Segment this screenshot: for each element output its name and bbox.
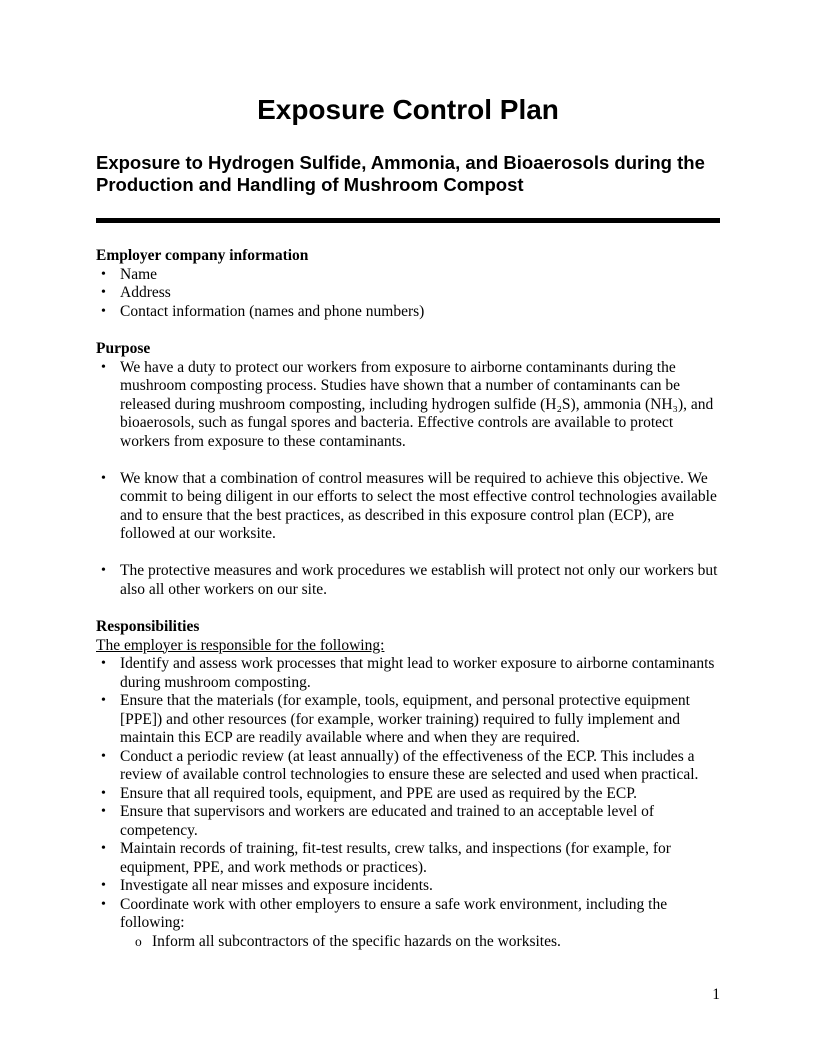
- disc-bullet-icon: •: [101, 359, 106, 375]
- disc-bullet-icon: •: [101, 896, 106, 912]
- bullet-item: [96, 470, 720, 544]
- underlined-intro: The employer is responsible for the following:: [96, 636, 385, 654]
- bullet-item: [96, 877, 720, 896]
- bullet-text: Ensure that the materials (for example, tools, equipment, and personal protective equipment [PPE]) and other resources (for example, worker training) required to fully implement and maintain this ECP are readily available where and when they are required.: [120, 692, 690, 746]
- disc-bullet-icon: •: [101, 841, 106, 856]
- bullet-text: Ensure that all required tools, equipment, and PPE are used as required by the ECP.: [120, 784, 637, 802]
- section-responsibilities: [96, 618, 720, 951]
- bullet-text: Contact information (names and phone numbers): [120, 302, 425, 320]
- disc-bullet-icon: •: [101, 878, 106, 893]
- bullet-text: Identify and assess work processes that might lead to worker exposure to airborne contaminants during mushroom composting.: [120, 655, 715, 691]
- disc-bullet-icon: •: [101, 266, 106, 282]
- bullet-item: [96, 303, 720, 322]
- section-heading-employer-company-information: Employer company information: [96, 247, 309, 264]
- disc-bullet-icon: •: [101, 563, 106, 578]
- bullet-item: [96, 266, 720, 285]
- bullet-text: Investigate all near misses and exposure incidents.: [120, 877, 433, 894]
- bullet-text: The protective measures and work procedures we establish will protect not only our workers but also all other workers on our site.: [120, 562, 718, 598]
- bullet-text: Ensure that supervisors and workers are educated and trained to an acceptable level of competency.: [120, 803, 655, 839]
- bullet-item: [96, 840, 720, 877]
- disc-bullet-icon: •: [101, 285, 106, 300]
- bullet-text: Maintain records of training, fit-test results, crew talks, and inspections (for example, for equipment, PPE, and work methods or practices).: [120, 840, 671, 876]
- bullet-item: [96, 803, 720, 840]
- bullet-item: [96, 655, 720, 692]
- section-heading-responsibilities: Responsibilities: [96, 618, 200, 635]
- document-subtitle: Exposure to Hydrogen Sulfide, Ammonia, and Bioaerosols during the Production and Handling of Mushroom Compost: [96, 152, 705, 195]
- disc-bullet-icon: •: [101, 693, 106, 708]
- page-number: 1: [712, 985, 720, 1003]
- section-employer-company-information: [96, 247, 720, 321]
- bullet-text: Coordinate work with other employers to ensure a safe work environment, including the following:: [120, 895, 668, 931]
- disc-bullet-icon: •: [101, 470, 106, 486]
- disc-bullet-icon: •: [101, 656, 106, 671]
- sub-bullet-item: [129, 933, 720, 952]
- bullet-item: [96, 359, 720, 452]
- bullet-item: [96, 692, 720, 748]
- document-sections: [96, 247, 720, 951]
- bullet-text: We have a duty to protect our workers from exposure to airborne contaminants during the mushroom composting process. Studies have shown that a number of contaminants can be released during mushroom composting, including hydrogen sulfide (H₂S), ammonia (NH₃), and bioaerosols, such as fungal spores and bacteria. Effective controls are available to protect workers from exposure to these contaminants.: [120, 358, 714, 450]
- bullet-text: Inform all subcontractors of the specific hazards on the worksites.: [152, 932, 561, 950]
- bullet-text: Conduct a periodic review (at least annually) of the effectiveness of the ECP. This includes a review of available control technologies to ensure these are selected and used when practical.: [120, 747, 699, 783]
- bullet-text: Name: [120, 265, 158, 283]
- divider-rule: [96, 218, 720, 223]
- bullet-item: [96, 896, 720, 933]
- section-purpose: [96, 340, 720, 599]
- bullet-text: Address: [120, 284, 171, 301]
- bullet-item: [96, 785, 720, 804]
- bullet-item: [96, 748, 720, 785]
- disc-bullet-icon: •: [101, 804, 106, 819]
- disc-bullet-icon: •: [101, 303, 106, 319]
- bullet-item: [96, 562, 720, 599]
- bullet-item: [96, 284, 720, 303]
- bullet-text: We know that a combination of control measures will be required to achieve this objective. We commit to being diligent in our efforts to select the most effective control technologies available and to ensure that the best practices, as described in this exposure control plan (ECP), are followed at our worksite.: [120, 469, 717, 542]
- disc-bullet-icon: •: [101, 785, 106, 801]
- document-title: Exposure Control Plan: [257, 94, 559, 125]
- section-heading-purpose: Purpose: [96, 340, 151, 357]
- circle-bullet-icon: o: [135, 933, 142, 949]
- disc-bullet-icon: •: [101, 748, 106, 764]
